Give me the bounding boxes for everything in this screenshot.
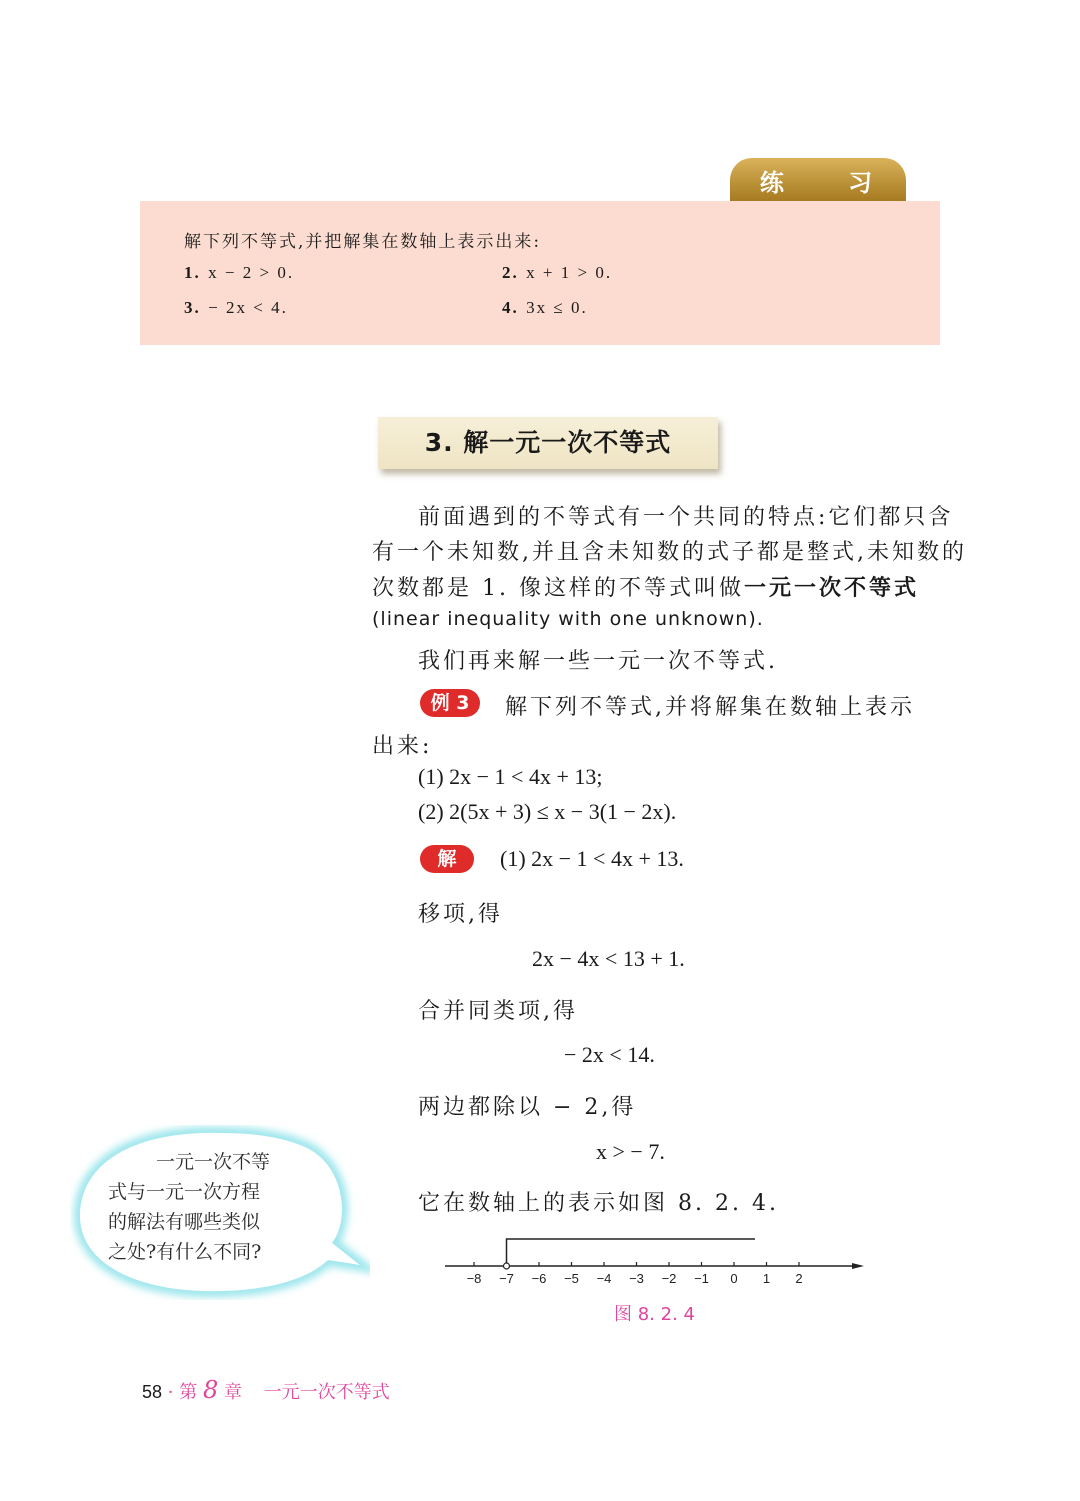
tick-label: −7 (499, 1271, 514, 1286)
paragraph-line-3-text: 次数都是 1. 像这样的不等式叫做 (372, 576, 744, 601)
solution-first: (1) 2x − 1 < 4x + 13. (500, 846, 684, 871)
solution-step1-label: 移项,得 (418, 902, 503, 927)
tick-label: 0 (730, 1271, 738, 1286)
example-prompt-line-2: 出来: (372, 734, 433, 759)
solution-step2-eq: − 2x < 14. (564, 1042, 655, 1067)
tick-label: −8 (466, 1271, 482, 1286)
paragraph-line-3 (372, 571, 919, 602)
page-number: 58 (142, 1382, 163, 1402)
number-line (440, 1230, 870, 1295)
practice-item-1: 1. x − 2 > 0. (184, 263, 295, 282)
figure-caption: 图 8. 2. 4 (614, 1304, 695, 1325)
bubble-line-1: 一元一次不等 (156, 1151, 271, 1173)
solution-badge: 解 (420, 845, 474, 873)
solution-step2-label: 合并同类项,得 (418, 999, 578, 1024)
example-prompt-line-1: 解下列不等式,并将解集在数轴上表示 (505, 695, 915, 720)
practice-tab: 练 习 (730, 158, 906, 202)
example-badge: 例 3 (420, 689, 480, 717)
chapter-prefix: 第 (179, 1382, 198, 1403)
bubble-text (108, 1147, 270, 1267)
tick-label: −4 (596, 1271, 612, 1286)
bubble-line-2: 式与一元一次方程 (108, 1181, 261, 1203)
practice-item-4: 4. 3x ≤ 0. (502, 298, 588, 317)
practice-box (140, 201, 940, 345)
footer-dot: · (167, 1382, 174, 1403)
example-item-2: (2) 2(5x + 3) ≤ x − 3(1 − 2x). (418, 799, 677, 824)
chapter-number: 8 (202, 1376, 219, 1404)
section-heading: 3. 解一元一次不等式 (378, 417, 718, 469)
tick-label: 1 (762, 1271, 771, 1286)
chapter-title: 一元一次不等式 (263, 1382, 390, 1403)
example-item-1: (1) 2x − 1 < 4x + 13; (418, 764, 603, 789)
solution-ray (507, 1239, 756, 1263)
solution-step3-eq: x > − 7. (596, 1139, 665, 1164)
solution-conclusion: 它在数轴上的表示如图 8. 2. 4. (418, 1191, 779, 1216)
solution-step1-eq: 2x − 4x < 13 + 1. (532, 946, 685, 971)
tick-label: −5 (564, 1271, 579, 1286)
paragraph-followup: 我们再来解一些一元一次不等式. (418, 649, 778, 674)
practice-item-2: 2. x + 1 > 0. (502, 263, 613, 282)
paragraph-line-2: 有一个未知数,并且含未知数的式子都是整式,未知数的 (372, 540, 967, 565)
tick-label: −3 (629, 1271, 644, 1286)
tick-label: −1 (694, 1271, 709, 1286)
practice-item-3: 3. − 2x < 4. (184, 298, 288, 317)
chapter-suffix: 章 (223, 1382, 242, 1403)
open-endpoint (504, 1263, 510, 1269)
tick-label: −2 (661, 1271, 677, 1286)
bubble-line-4: 之处?有什么不同? (108, 1241, 262, 1263)
paragraph-english: (linear inequality with one unknown). (372, 608, 764, 630)
paragraph-term: 一元一次不等式 (743, 576, 919, 601)
practice-instruction: 解下列不等式,并把解集在数轴上表示出来: (184, 232, 542, 252)
bubble-line-3: 的解法有哪些类似 (108, 1211, 261, 1233)
paragraph-line-1: 前面遇到的不等式有一个共同的特点:它们都只含 (418, 505, 954, 530)
tick-label: −6 (531, 1271, 547, 1286)
axis-arrow (852, 1263, 864, 1269)
page-footer (142, 1376, 390, 1404)
solution-step3-label: 两边都除以 − 2,得 (418, 1095, 637, 1120)
tick-label: 2 (795, 1271, 803, 1286)
